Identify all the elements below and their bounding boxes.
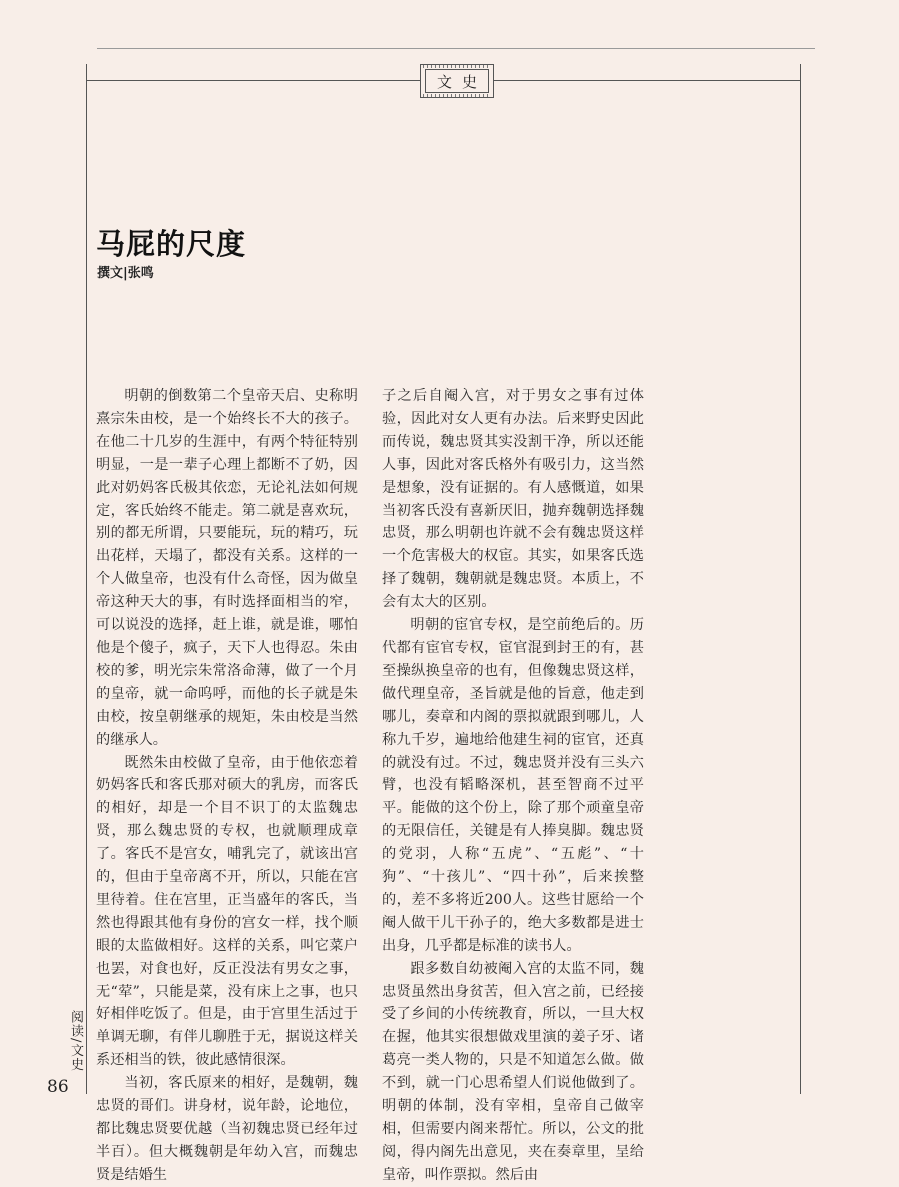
ornament-ticks-bottom [423, 94, 491, 97]
right-margin-rule [800, 64, 801, 1094]
page-number: 86 [47, 1077, 69, 1097]
article-byline: 撰文|张鸣 [97, 266, 154, 281]
paragraph: 当初，客氏原来的相好，是魏朝，魏忠贤的哥们。讲身材，说年龄，论地位，都比魏忠贤要优越（当初魏忠贤已经年过半百）。但大概魏朝是年幼入宫，而魏忠贤是结婚生 [96, 1075, 358, 1183]
paragraph: 跟多数自幼被阉入宫的太监不同，魏忠贤虽然出身贫苦，但入宫之前，已经接受了乡间的小传统教育，所以，一旦大权在握，他其实很想做戏里演的姜子牙、诸葛亮一类人物的，只是不知道怎么做。做不到，就一门心思希望人们说他做到了。明朝的体制，没有宰相，皇帝自己做宰相，但需要内阁来帮忙。所以，公文的批阅，得内阁先出意见，夹在奏章里，呈给皇帝，叫作票拟。然后由 [382, 960, 644, 1183]
section-label: 文史 [425, 69, 489, 93]
paragraph: 明朝的倒数第二个皇帝天启、史称明熹宗朱由校，是一个始终长不大的孩子。在他二十几岁的生涯中，有两个特征特别明显，一是一辈子心理上都断不了奶，因此对奶妈客氏极其依恋，无论礼法如何规定，客氏始终不能走。第二就是喜欢玩，别的都无所谓，只要能玩，玩的精巧，玩出花样，天塌了，都没有关系。这样的一个人做皇帝，也没有什么奇怪，因为做皇帝这种天大的事，有时选择面相当的窄，可以说没的选择，赶上谁，就是谁，哪怕他是个傻子，疯子，天下人也得忍。朱由校的爹，明光宗朱常洛命薄，做了一个月的皇帝，就一命呜呼，而他的长子就是朱由校，按皇朝继承的规矩，朱由校是当然的继承人。 [96, 388, 358, 748]
article-title: 马屁的尺度 [96, 227, 247, 261]
magazine-section-label: 阅读/文史 [68, 1010, 83, 1072]
text-column-left [96, 385, 358, 1187]
text-column-right [382, 385, 644, 1187]
section-label-box [420, 64, 494, 98]
left-margin-rule [86, 64, 87, 1094]
paragraph-continued: 子之后自阉入宫，对于男女之事有过体验，因此对女人更有办法。后来野史因此而传说，魏忠贤其实没割干净，所以还能人事，因此对客氏格外有吸引力，这当然是想象，没有证据的。有人感慨道，如果当初客氏没有喜新厌旧，抛弃魏朝选择魏忠贤，那么明朝也许就不会有魏忠贤这样一个危害极大的权宦。其实，如果客氏选择了魏朝，魏朝就是魏忠贤。本质上，不会有太大的区别。 [382, 388, 644, 611]
paragraph: 既然朱由校做了皇帝，由于他依恋着奶妈客氏和客氏那对硕大的乳房，而客氏的相好，却是一个目不识丁的太监魏忠贤，那么魏忠贤的专权，也就顺理成章了。客氏不是宫女，哺乳完了，就该出宫的，但由于皇帝离不开，所以，只能在宫里待着。住在宫里，正当盛年的客氏，当然也得跟其他有身份的宫女一样，找个顺眼的太监做相好。这样的关系，叫它菜户也罢，对食也好，反正没法有男女之事，无“荤”，只能是菜，没有床上之事，也只好相伴吃饭了。但是，由于宫里生活过于单调无聊，有伴儿聊胜于无，据说这样关系还相当的铁，彼此感情很深。 [96, 754, 358, 1069]
top-divider [97, 48, 815, 49]
ornament-ticks-top [423, 65, 491, 68]
paragraph: 明朝的宦官专权，是空前绝后的。历代都有宦官专权，宦官混到封王的有，甚至操纵换皇帝的也有，但像魏忠贤这样，做代理皇帝，圣旨就是他的旨意，他走到哪儿，奏章和内阁的票拟就跟到哪儿，人称九千岁，遍地给他建生祠的宦官，还真的就没有过。不过，魏忠贤并没有三头六臂，也没有韬略深机，甚至智商不过平平。能做的这个份上，除了那个顽童皇帝的无限信任，关键是有人捧臭脚。魏忠贤的党羽，人称“五虎”、“五彪”、“十狗”、“十孩儿”、“四十孙”，后来挨整的，差不多将近200人。这些甘愿给一个阉人做干儿干孙子的，绝大多数都是进士出身，几乎都是标准的读书人。 [382, 617, 644, 954]
